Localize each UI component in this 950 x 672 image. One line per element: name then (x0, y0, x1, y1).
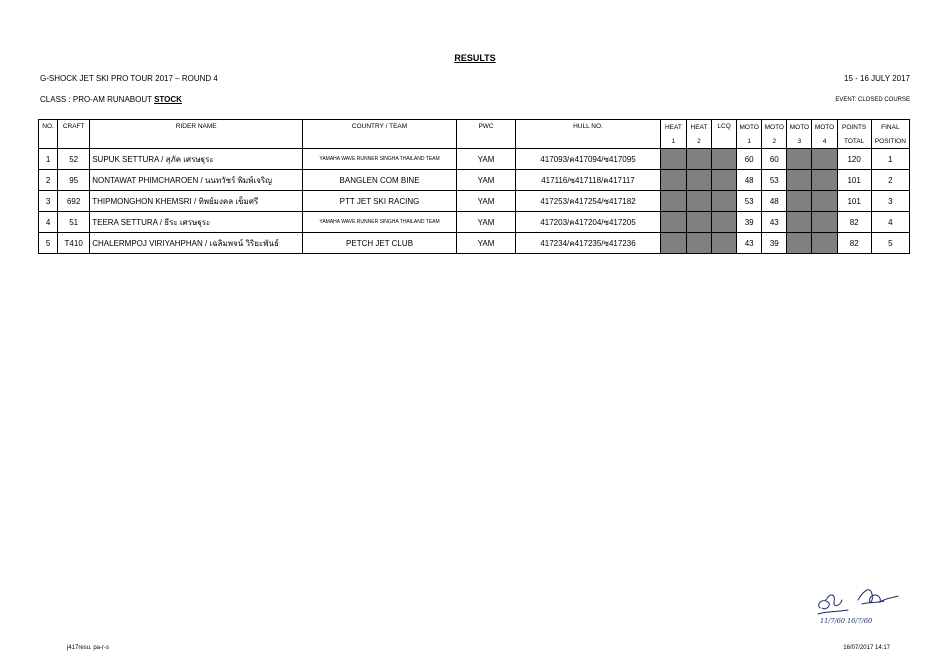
cell-moto-4 (812, 191, 837, 212)
cell-no: 5 (39, 233, 58, 254)
cell-moto-4 (812, 212, 837, 233)
cell-final-position: 1 (871, 149, 909, 170)
cell-final-position: 3 (871, 191, 909, 212)
cell-lcq (712, 149, 737, 170)
results-table (38, 119, 910, 254)
cell-heat-2 (686, 149, 711, 170)
table-row (39, 191, 910, 212)
cell-moto-1: 43 (737, 233, 762, 254)
cell-craft: 692 (58, 191, 90, 212)
cell-moto-1: 48 (737, 170, 762, 191)
header-hull-no: HULL NO. (516, 120, 661, 149)
cell-lcq (712, 170, 737, 191)
cell-points-total: 120 (837, 149, 871, 170)
cell-points-total: 82 (837, 233, 871, 254)
class-line (40, 95, 182, 104)
cell-country-team: PTT JET SKI RACING (303, 191, 457, 212)
cell-moto-3 (787, 170, 812, 191)
cell-rider-name: THIPMONGHON KHEMSRI / ทิพย์มงคล เข็มศรี (90, 191, 303, 212)
results-body (39, 149, 910, 254)
header-final-position: POSITION (871, 134, 909, 149)
cell-no: 2 (39, 170, 58, 191)
cell-moto-2: 48 (762, 191, 787, 212)
cell-moto-4 (812, 170, 837, 191)
cell-no: 4 (39, 212, 58, 233)
cell-lcq (712, 233, 737, 254)
header-moto-4: MOTO (812, 120, 837, 135)
cell-heat-1 (660, 170, 686, 191)
cell-heat-1 (660, 233, 686, 254)
cell-country-team: BANGLEN COM BINE (303, 170, 457, 191)
cell-hull-no: 417093/ค417094/ซ417095 (516, 149, 661, 170)
header-moto-2: MOTO (762, 120, 787, 135)
cell-moto-1: 53 (737, 191, 762, 212)
table-row (39, 233, 910, 254)
header-lcq: LCQ (712, 120, 737, 149)
cell-heat-1 (660, 191, 686, 212)
cell-pwc: YAM (456, 191, 515, 212)
class-prefix: CLASS : PRO-AM RUNABOUT (40, 95, 155, 104)
header-rider-name: RIDER NAME (90, 120, 303, 149)
cell-pwc: YAM (456, 170, 515, 191)
cell-hull-no: 417203/ค417204/ซ417205 (516, 212, 661, 233)
cell-final-position: 2 (871, 170, 909, 191)
cell-heat-2 (686, 191, 711, 212)
header-points-total: TOTAL (837, 134, 871, 149)
cell-moto-3 (787, 191, 812, 212)
cell-rider-name: NONTAWAT PHIMCHAROEN / นนทวัชร์ พิมพ์เจริญ (90, 170, 303, 191)
event-date: 15 - 16 JULY 2017 (844, 74, 910, 83)
table-row (39, 170, 910, 191)
cell-moto-3 (787, 233, 812, 254)
cell-hull-no: 417116/ซ417118/ค417117 (516, 170, 661, 191)
event-title: G-SHOCK JET SKI PRO TOUR 2017 – ROUND 4 (40, 74, 218, 83)
cell-country-team: YAMAHA WAVE RUNNER SINGHA THAILAND TEAM (303, 212, 457, 233)
cell-moto-2: 60 (762, 149, 787, 170)
event-type: EVENT: CLOSED COURSE (835, 97, 910, 103)
cell-moto-1: 39 (737, 212, 762, 233)
cell-final-position: 5 (871, 233, 909, 254)
cell-moto-4 (812, 233, 837, 254)
cell-country-team: PETCH JET CLUB (303, 233, 457, 254)
header-heat-2: HEAT (686, 120, 711, 135)
header-points: POINTS (837, 120, 871, 135)
header-pwc: PWC (456, 120, 515, 149)
footer-file-code: j417resu. pa-r-s (67, 645, 110, 651)
header-moto-1-number: 1 (737, 134, 762, 149)
cell-lcq (712, 191, 737, 212)
cell-points-total: 101 (837, 191, 871, 212)
cell-hull-no: 417253/ค417254/ซ417182 (516, 191, 661, 212)
cell-pwc: YAM (456, 212, 515, 233)
cell-craft: T410 (58, 233, 90, 254)
cell-no: 3 (39, 191, 58, 212)
header-heat-1-number: 1 (660, 134, 686, 149)
header-final: FINAL (871, 120, 909, 135)
cell-rider-name: CHALERMPOJ VIRIYAHPHAN / เฉลิมพจน์ วิริยะพันธ์ (90, 233, 303, 254)
cell-craft: 95 (58, 170, 90, 191)
cell-moto-3 (787, 212, 812, 233)
header-moto-4-number: 4 (812, 134, 837, 149)
header-no: NO. (39, 120, 58, 149)
handwritten-signature (812, 578, 907, 630)
cell-pwc: YAM (456, 149, 515, 170)
header-moto-3: MOTO (787, 120, 812, 135)
cell-country-team: YAMAHA WAVE RUNNER SINGHA THAILAND TEAM (303, 149, 457, 170)
cell-moto-4 (812, 149, 837, 170)
cell-craft: 52 (58, 149, 90, 170)
class-stock: STOCK (154, 95, 182, 104)
cell-lcq (712, 212, 737, 233)
signature-dates: 11/7/60 16/7/60 (820, 617, 873, 625)
cell-moto-2: 53 (762, 170, 787, 191)
cell-points-total: 82 (837, 212, 871, 233)
cell-no: 1 (39, 149, 58, 170)
header-moto-2-number: 2 (762, 134, 787, 149)
cell-heat-1 (660, 149, 686, 170)
cell-craft: 51 (58, 212, 90, 233)
header-heat-1: HEAT (660, 120, 686, 135)
cell-heat-2 (686, 170, 711, 191)
cell-heat-2 (686, 233, 711, 254)
cell-heat-1 (660, 212, 686, 233)
cell-final-position: 4 (871, 212, 909, 233)
footer-timestamp: 16/07/2017 14:17 (843, 645, 890, 651)
cell-heat-2 (686, 212, 711, 233)
cell-moto-1: 60 (737, 149, 762, 170)
table-row (39, 212, 910, 233)
cell-hull-no: 417234/ค417235/ซ417236 (516, 233, 661, 254)
header-heat-2-number: 2 (686, 134, 711, 149)
results-heading: RESULTS (454, 53, 496, 63)
cell-rider-name: TEERA SETTURA / ธีระ เศรษฐุระ (90, 212, 303, 233)
header-country-team: COUNTRY / TEAM (303, 120, 457, 149)
cell-pwc: YAM (456, 233, 515, 254)
cell-moto-2: 39 (762, 233, 787, 254)
header-moto-3-number: 3 (787, 134, 812, 149)
table-row (39, 149, 910, 170)
header-moto-1: MOTO (737, 120, 762, 135)
cell-rider-name: SUPUK SETTURA / สุภัค เศรษฐุระ (90, 149, 303, 170)
header-craft: CRAFT (58, 120, 90, 149)
cell-moto-2: 43 (762, 212, 787, 233)
cell-points-total: 101 (837, 170, 871, 191)
cell-moto-3 (787, 149, 812, 170)
